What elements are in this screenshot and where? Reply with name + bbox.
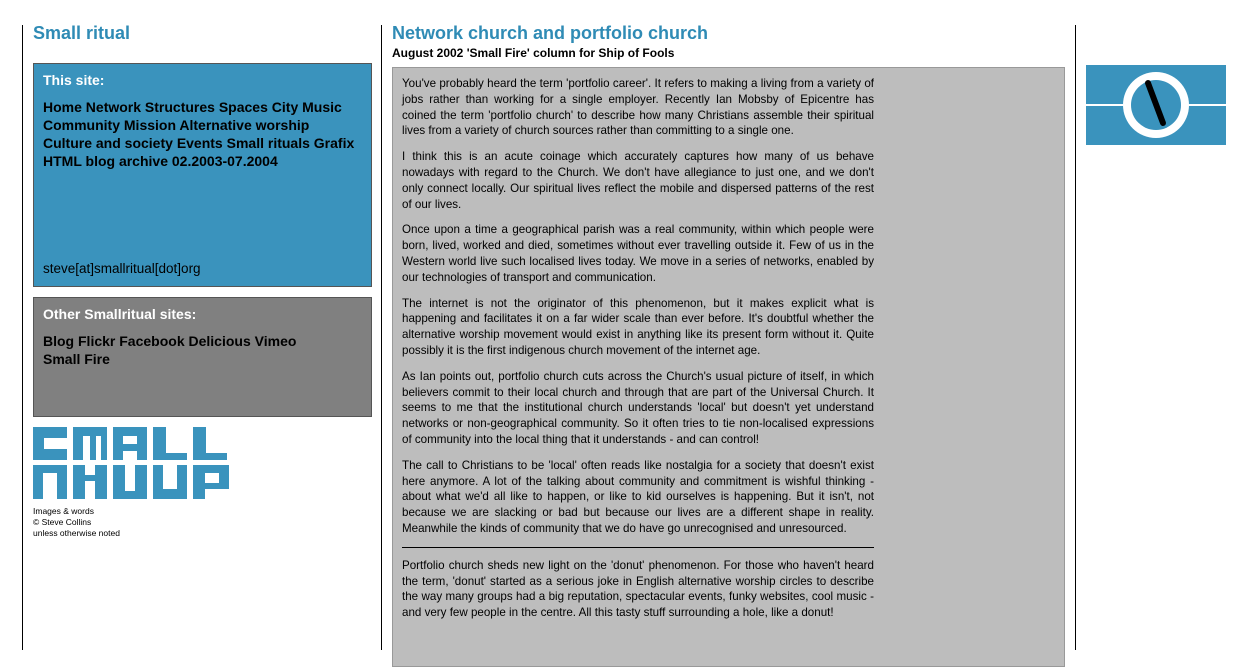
section-divider [402,547,874,548]
nav-link-community[interactable]: Community [43,117,120,133]
left-divider [22,25,23,650]
this-site-heading: This site: [43,72,105,88]
nav-link-mission[interactable]: Mission [123,117,177,133]
contact-email: steve[at]smallritual[dot]org [43,261,201,276]
main-content [392,22,1065,667]
other-link-small-fire[interactable]: Small Fire [43,351,110,367]
article-paragraph: I think this is an acute coinage which accurately captures how many of us behave nowadays with regard to the Church. We don't have allegiance to just one, and we don't only connect locally. Our spiritual lives reflect the mobile and dispersed patterns of the rest of our lives. [402,150,874,211]
nav-link-city[interactable]: City [271,99,299,115]
other-link-flickr[interactable]: Flickr [78,333,116,349]
smallritual-wordmark-icon [33,427,229,499]
credit-text [33,506,372,539]
nav-link-grafix[interactable]: Grafix [313,135,355,151]
smallritual-logo[interactable] [33,427,372,539]
article-body [392,67,1065,667]
nav-link-culture-and-society[interactable]: Culture and society [43,135,173,151]
other-link-vimeo[interactable]: Vimeo [254,333,297,349]
article-paragraph: The internet is not the originator of this phenomenon, but it makes explicit what is happening and facilitates it on a far wider scale than ever before. It's doubtful whether the alternative worship movement would exist in anything like its present form without it. Quite possibly it is the first indigenous church movement of the internet age. [402,296,874,357]
nav-link-blog-archive[interactable]: blog archive 02.2003-07.2004 [85,153,278,169]
nav-link-spaces[interactable]: Spaces [218,99,268,115]
nav-link-small-rituals[interactable]: Small rituals [226,135,310,151]
article-paragraph: Portfolio church sheds new light on the 'donut' phenomenon. For those who haven't heard the term, 'donut' started as a serious joke in English alternative worship circles to describe the way many groups had a big reputation, spectacular events, funky websites, cool music - and very few people in the centre. All this tasty stuff surrounding a hole, like a donut! [402,558,874,620]
clock-circle-icon [1086,65,1226,145]
article-paragraph: As Ian points out, portfolio church cuts across the Church's usual picture of itself, in which believers commit to their local church and through that are part of the Universal Church. It seems to me that the institutional church understands 'local' but doesn't yet understand networks or non-geographical community. So it often tries to tie non-localised expressions of community into the local thing that it understands - and can control! [402,369,874,446]
right-divider [1075,25,1076,650]
other-sites-links [43,332,362,368]
other-link-facebook[interactable]: Facebook [119,333,185,349]
site-title[interactable]: Small ritual [33,23,131,43]
sidebar [33,22,372,539]
nav-link-home[interactable]: Home [43,99,82,115]
other-link-delicious[interactable]: Delicious [188,333,251,349]
credit-line: © Steve Collins [33,517,92,527]
center-divider [381,25,382,650]
article-paragraph: You've probably heard the term 'portfolio career'. It refers to making a living from a variety of jobs rather than working for a single employer. Recently Ian Mobsby of Epicentre has coined the term 'portfolio church' to describe how many Christians assemble their spiritual lives from a variety of church sources rather than committing to a single one. [402,77,874,138]
nav-link-html[interactable]: HTML [43,153,82,169]
other-sites-panel [33,297,372,417]
nav-link-network[interactable]: Network [85,99,142,115]
right-logo[interactable] [1086,65,1226,150]
article-paragraph: The call to Christians to be 'local' often reads like nostalgia for a society that doesn't exist here anymore. A lot of the talking about community and commitment is wishful thinking - about what we'd all like to happen, or like to kid ourselves is happening. But it isn't, not because we are slacking or bad but because our lives are a different shape in reality. Meanwhile the kinds of community that we do have go unrecognised and unresourced. [402,458,874,535]
credit-line: unless otherwise noted [33,528,120,538]
article-subtitle: August 2002 'Small Fire' column for Ship of Fools [392,46,675,60]
nav-link-alternative-worship[interactable]: Alternative worship [179,117,310,133]
nav-link-music[interactable]: Music [302,99,342,115]
this-site-panel [33,63,372,287]
this-site-links [43,98,362,170]
other-sites-heading: Other Smallritual sites: [43,306,197,322]
nav-link-events[interactable]: Events [176,135,223,151]
article-paragraph: Once upon a time a geographical parish was a real community, within which people were born, lived, worked and died, sometimes without ever travelling outside it. Few of us in the Western world live such localised lives today. We move in a series of networks, enabled by our technologies of transport and communication. [402,223,874,284]
other-link-blog[interactable]: Blog [43,333,75,349]
credit-line: Images & words [33,506,94,516]
nav-link-structures[interactable]: Structures [144,99,215,115]
article-title: Network church and portfolio church [392,23,709,43]
